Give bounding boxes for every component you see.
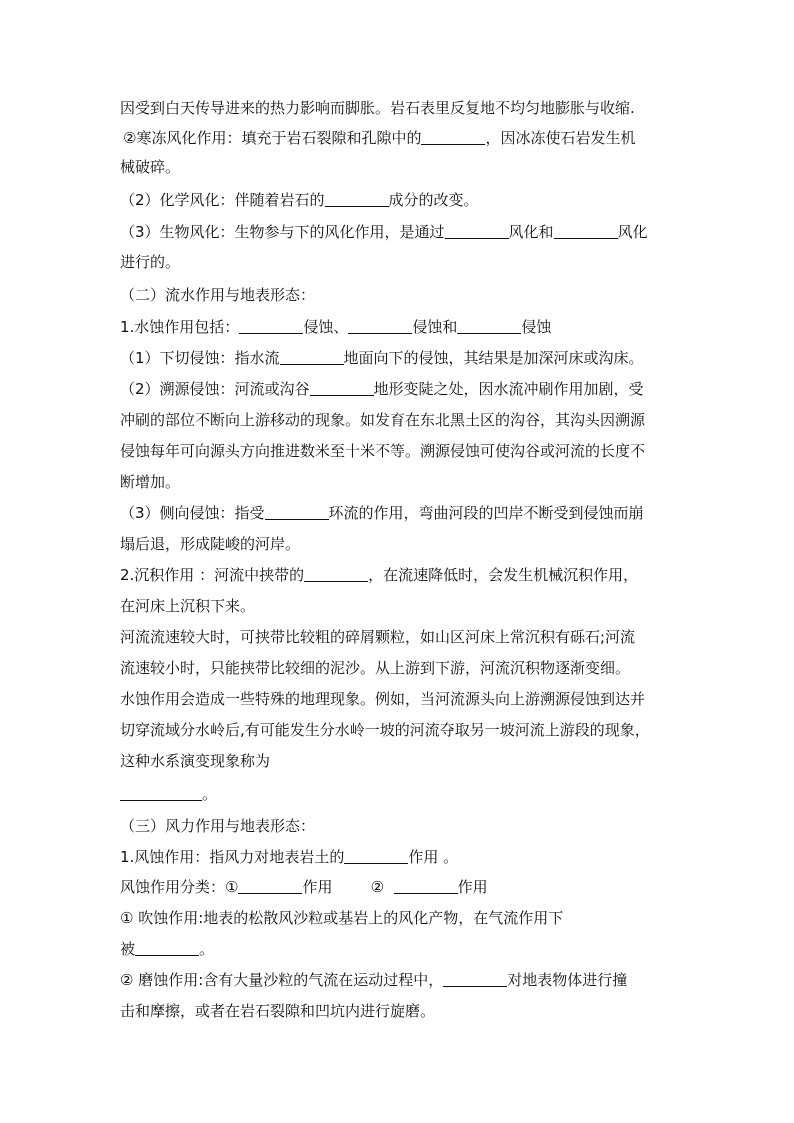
text-line: （1）下切侵蚀：指水流 地面向下的侵蚀，其结果是加深河床或沟床。 bbox=[120, 349, 644, 367]
text-line: 因受到白天传导进来的热力影响而脚胀。岩石表里反复地不均匀地膨胀与收缩. bbox=[120, 99, 635, 117]
answer-blank[interactable] bbox=[265, 504, 329, 520]
text-line: 侵蚀每年可向源头方向推进数米至十米不等。溯源侵蚀可使沟谷或河流的长度不 bbox=[120, 442, 646, 460]
text-line: 流速较小时，只能挟带比较细的泥沙。从上游到下游，河流沉积物逐渐变细。 bbox=[120, 659, 631, 677]
text-line: （2）溯源侵蚀：河流或沟谷 地形变陡之处，因水流冲刷作用加剧，受 bbox=[120, 380, 644, 398]
answer-blank[interactable] bbox=[120, 785, 202, 801]
answer-blank[interactable] bbox=[239, 318, 303, 334]
text-line: ②寒冻风化作用：填充于岩石裂隙和孔隙中的 ，因冰冻使石岩发生机 bbox=[123, 129, 636, 147]
text-line: 河流流速较大时，可挟带比较粗的碎屑颗粒，如山区河床上常沉积有砾石;河流 bbox=[120, 628, 636, 646]
answer-blank[interactable] bbox=[348, 318, 412, 334]
text-line: 。 bbox=[120, 783, 690, 805]
text-line: 切穿流域分水岭后,有可能发生分水岭一坡的河流夺取另一坡河流上游段的现象， bbox=[120, 721, 650, 739]
answer-blank[interactable] bbox=[344, 848, 408, 864]
text-line: 在河床上沉积下来。 bbox=[120, 597, 256, 615]
section-heading: （二）流水作用与地表形态： bbox=[120, 286, 316, 304]
text-line: （2）化学风化：伴随着岩石的 成分的改变。 bbox=[120, 191, 479, 209]
answer-blank[interactable] bbox=[554, 223, 618, 239]
text-line: （3）侧向侵蚀：指受 环流的作用，弯曲河段的凹岸不断受到侵蚀而崩 bbox=[120, 504, 644, 522]
answer-blank[interactable] bbox=[394, 878, 458, 894]
answer-blank[interactable] bbox=[135, 940, 199, 956]
text-line: 水蚀作用会造成一些特殊的地理现象。例如，当河流源头向上游溯源侵蚀到达并 bbox=[120, 690, 646, 708]
text-line: ① 吹蚀作用:地表的松散风沙粒或基岩上的风化产物，在气流作用下 bbox=[120, 909, 564, 927]
answer-blank[interactable] bbox=[310, 380, 374, 396]
section-heading: （三）风力作用与地表形态： bbox=[120, 817, 316, 835]
text-line: 塌后退，形成陡峻的河岸。 bbox=[120, 535, 301, 553]
text-line: 械破碎。 bbox=[120, 158, 181, 176]
answer-blank[interactable] bbox=[280, 349, 344, 365]
text-line: 这种水系演变现象称为 bbox=[120, 752, 271, 770]
answer-blank[interactable] bbox=[304, 566, 368, 582]
answer-blank[interactable] bbox=[421, 129, 485, 145]
text-line: 被 。 bbox=[120, 940, 215, 958]
text-line: 击和摩擦，或者在岩石裂隙和凹坑内进行旋磨。 bbox=[120, 1002, 436, 1020]
answer-blank[interactable] bbox=[457, 318, 521, 334]
text-line: 进行的。 bbox=[120, 253, 181, 271]
answer-blank[interactable] bbox=[445, 223, 509, 239]
answer-blank[interactable] bbox=[325, 191, 389, 207]
answer-blank[interactable] bbox=[443, 971, 507, 987]
text-line: 风蚀作用分类：① 作用 ② 作用 bbox=[120, 878, 488, 896]
text-line: 冲刷的部位不断向上游移动的现象。如发育在东北黑土区的沟谷，其沟头因溯源 bbox=[120, 411, 646, 429]
text-line: （3）生物风化：生物参与下的风化作用，是通过 风化和 风化 bbox=[120, 223, 648, 241]
text-line: ② 磨蚀作用:含有大量沙粒的气流在运动过程中， 对地表物体进行撞 bbox=[120, 971, 628, 989]
text-line: 断增加。 bbox=[120, 473, 181, 491]
text-line: 1.风蚀作用：指风力对地表岩土的 作用 。 bbox=[120, 848, 459, 866]
text-line: 2.沉积作用 ：河流中挟带的 ，在流速降低时，会发生机械沉积作用， bbox=[120, 566, 639, 584]
text-line: 1.水蚀作用包括： 侵蚀、 侵蚀和 侵蚀 bbox=[120, 318, 552, 336]
answer-blank[interactable] bbox=[238, 878, 302, 894]
